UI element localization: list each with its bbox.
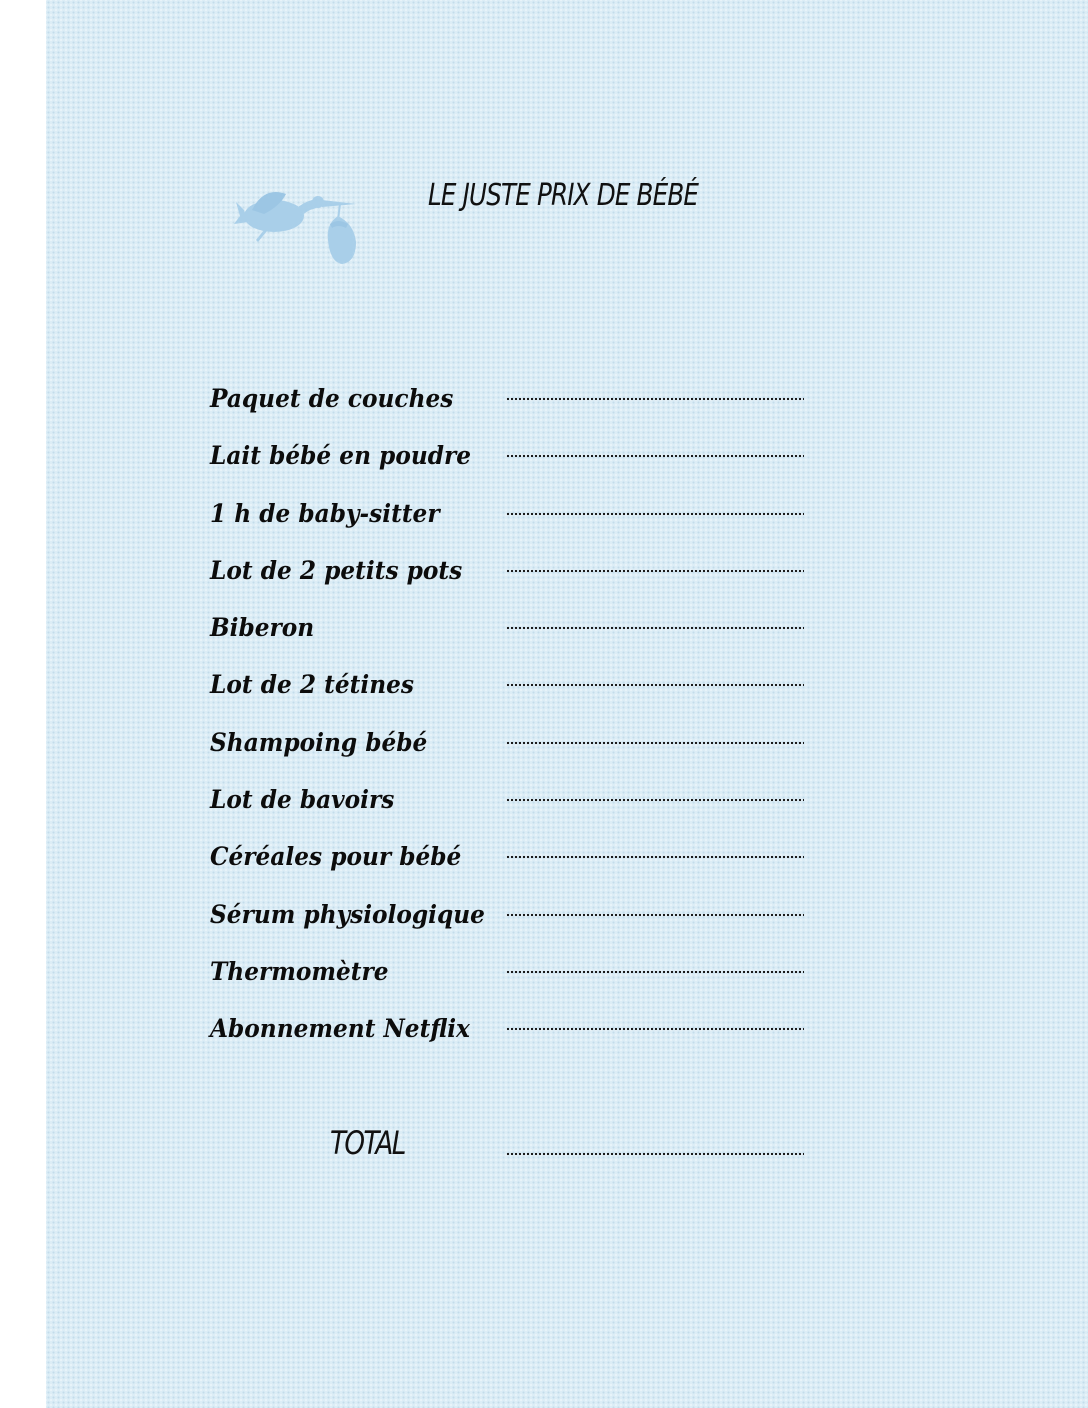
answer-blank-line[interactable] [506,1027,804,1031]
total-answer-blank-line[interactable] [506,1152,804,1156]
item-label: Céréales pour bébé [210,842,462,872]
answer-blank-line[interactable] [506,913,804,917]
list-item [210,380,830,437]
answer-blank-line[interactable] [506,683,804,687]
list-item [210,838,830,895]
total-row [210,1122,830,1172]
item-label: Sérum physiologique [210,899,485,929]
list-item [210,437,830,494]
item-label: 1 h de baby-sitter [210,498,440,528]
list-item [210,609,830,666]
answer-blank-line[interactable] [506,798,804,802]
item-label: Paquet de couches [210,384,454,413]
item-label: Thermomètre [210,956,389,986]
list-item [210,495,830,552]
item-label: Biberon [210,613,315,643]
answer-blank-line[interactable] [506,970,804,974]
list-item [210,724,830,781]
item-label: Shampoing bébé [210,727,428,757]
list-item [210,666,830,723]
list-item [210,781,830,838]
answer-blank-line[interactable] [506,512,804,516]
item-label: Abonnement Netflix [210,1014,470,1044]
total-label: TOTAL [330,1124,405,1162]
list-item [210,953,830,1010]
item-label: Lot de bavoirs [210,785,395,815]
page-title: LE JUSTE PRIX DE BÉBÉ [428,178,699,213]
stork-carrying-baby-icon [234,180,364,268]
answer-blank-line[interactable] [506,569,804,573]
answer-blank-line[interactable] [506,855,804,859]
answer-blank-line[interactable] [506,397,804,401]
list-item [210,1010,830,1067]
list-item [210,552,830,609]
page [46,0,1088,1408]
item-label: Lot de 2 petits pots [210,555,463,585]
answer-blank-line[interactable] [506,454,804,458]
price-list [210,380,830,1068]
answer-blank-line[interactable] [506,741,804,745]
item-label: Lait bébé en poudre [210,441,472,471]
item-label: Lot de 2 tétines [210,670,415,700]
list-item [210,896,830,953]
answer-blank-line[interactable] [506,626,804,630]
